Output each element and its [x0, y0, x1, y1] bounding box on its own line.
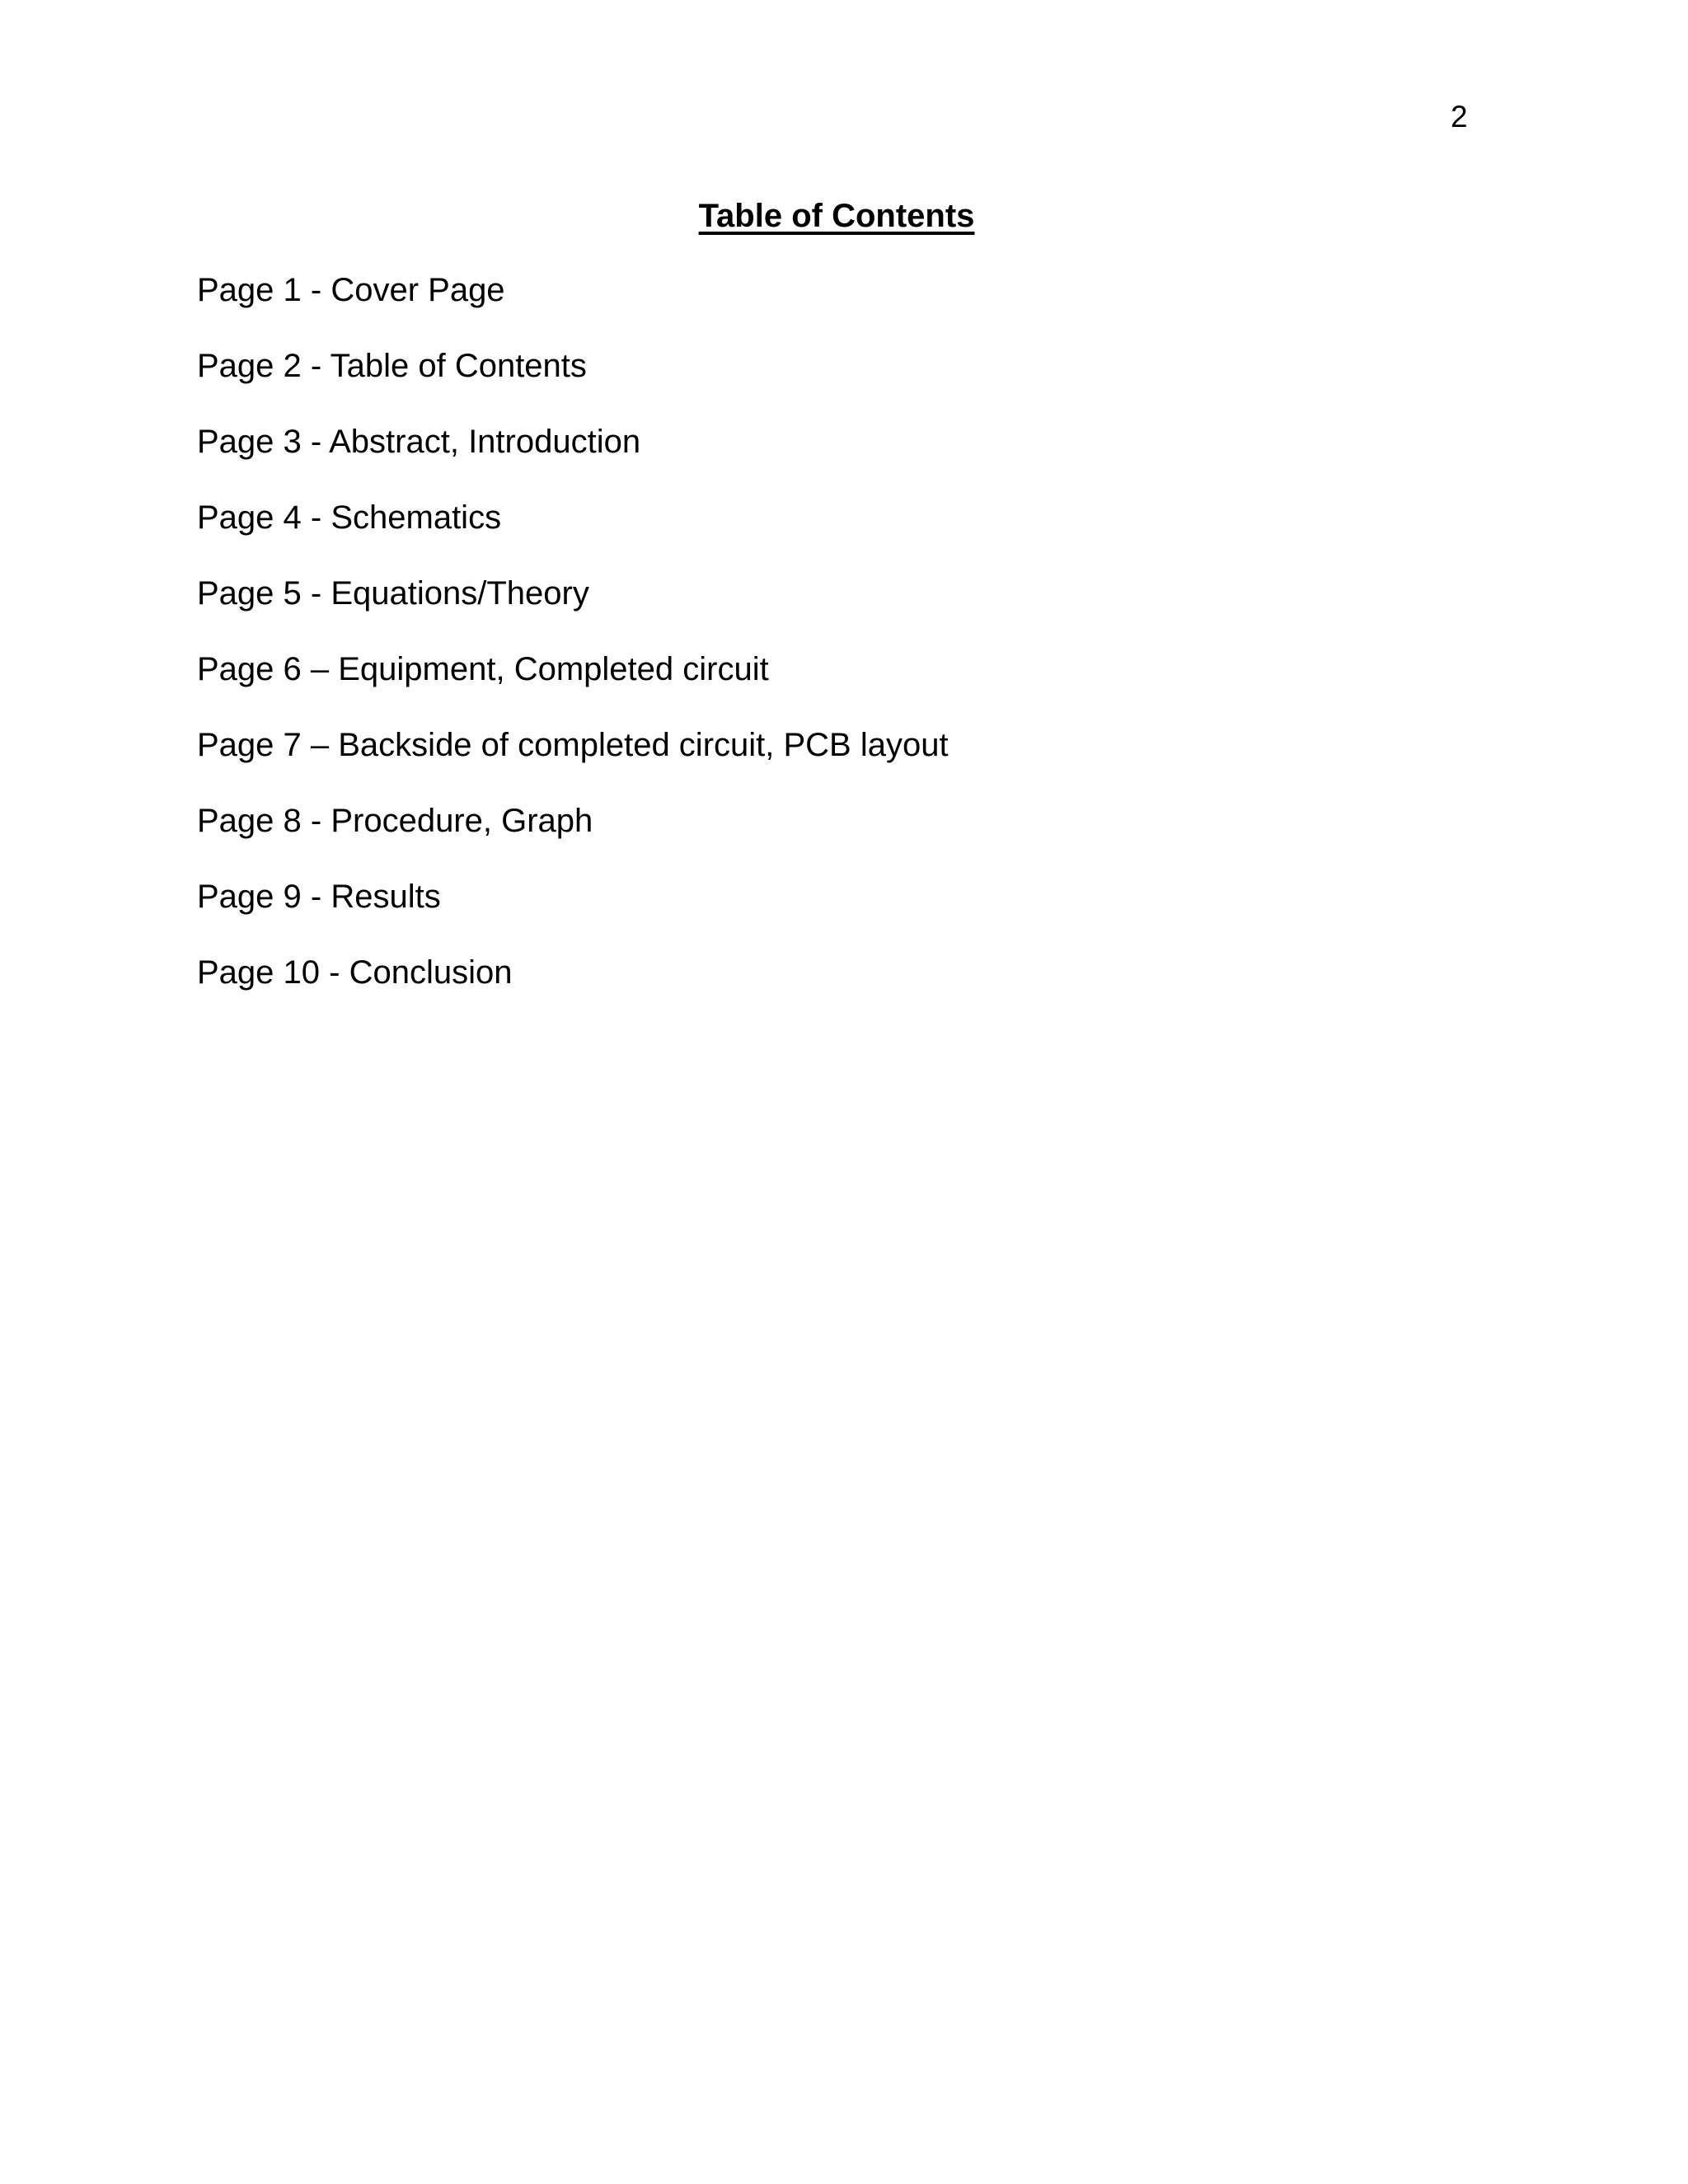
- page-number: 2: [1451, 100, 1468, 134]
- toc-entry-schematics: Page 4 - Schematics: [197, 499, 502, 536]
- toc-entry-procedure-graph: Page 8 - Procedure, Graph: [197, 803, 593, 839]
- toc-entry-cover-page: Page 1 - Cover Page: [197, 272, 505, 308]
- toc-list: [197, 270, 949, 1029]
- toc-entry-equations-theory: Page 5 - Equations/Theory: [197, 575, 589, 612]
- toc-entry-table-of-contents: Page 2 - Table of Contents: [197, 348, 587, 384]
- toc-entry-abstract-introduction: Page 3 - Abstract, Introduction: [197, 424, 641, 460]
- toc-entry-equipment: Page 6 – Equipment, Completed circuit: [197, 651, 769, 687]
- toc-entry-backside-pcb-layout: Page 7 – Backside of completed circuit, PCB layout: [197, 727, 949, 763]
- toc-entry-results: Page 9 - Results: [197, 879, 441, 915]
- page-title: Table of Contents: [698, 198, 975, 234]
- toc-entry-conclusion: Page 10 - Conclusion: [197, 954, 513, 991]
